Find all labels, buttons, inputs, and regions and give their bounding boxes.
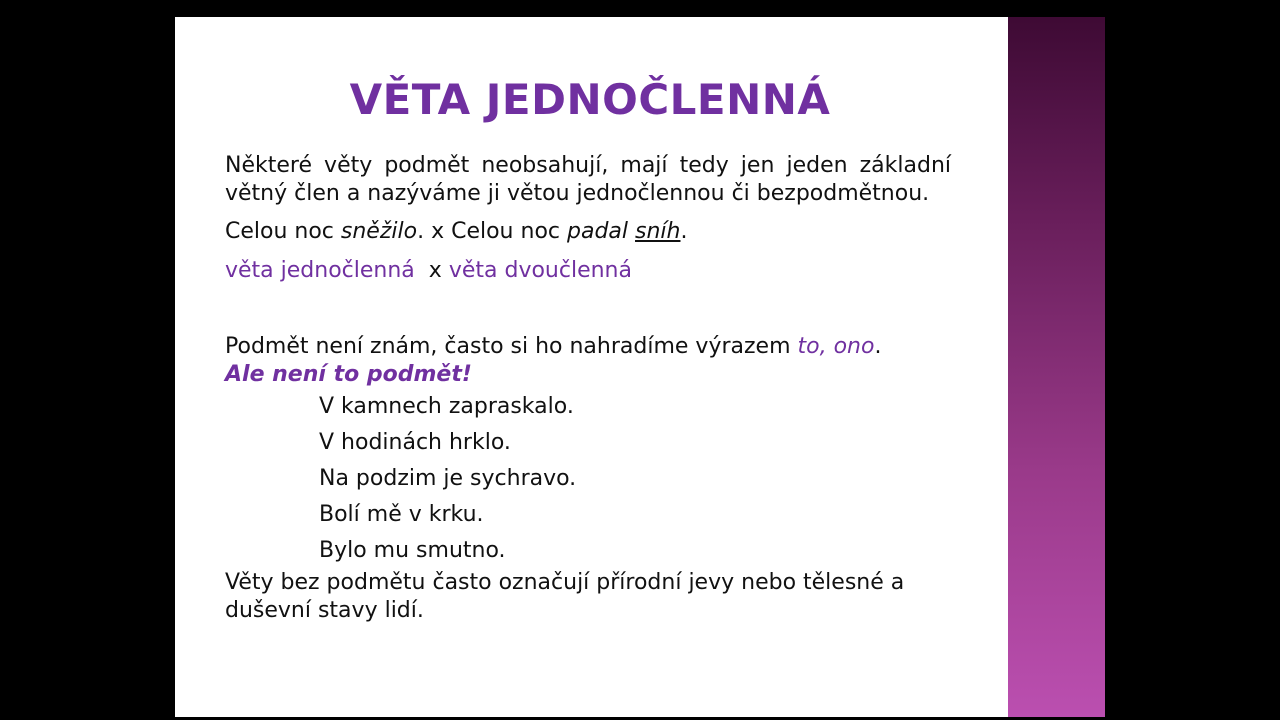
list-item: V hodinách hrklo.: [319, 430, 511, 455]
type-separator: x: [428, 258, 442, 283]
conclusion-paragraph: Věty bez podmětu často označují přírodní jevy nebo tělesné a duševní stavy lidí.: [225, 570, 905, 623]
example-part-3: . x Celou noc: [417, 219, 567, 244]
list-item: Na podzim je sychravo.: [319, 466, 577, 491]
slide: [175, 17, 1105, 717]
subject-text: Podmět není znám, často si ho nahradíme výrazem: [225, 334, 798, 359]
subject-end: .: [874, 334, 882, 359]
slide-content: [225, 152, 951, 625]
example-part-1: Celou noc: [225, 219, 341, 244]
type-one-member: věta jednočlenná: [225, 258, 415, 283]
example-part-5: [628, 219, 635, 244]
list-item: Bolí mě v krku.: [319, 502, 484, 527]
subject-note: [225, 333, 951, 361]
example-verb-2: padal: [567, 219, 629, 244]
sentence-types: [225, 257, 951, 285]
decorative-side-band: [1008, 17, 1105, 717]
type-two-member: věta dvoučlenná: [448, 258, 632, 283]
slide-title: VĚTA JEDNOČLENNÁ: [349, 75, 831, 124]
intro-paragraph: Některé věty podmět neobsahují, mají tedy jen jeden základní větný člen a nazýváme ji větou jednočlennou či bezpodmětnou.: [225, 153, 951, 206]
example-part-7: .: [680, 219, 688, 244]
subject-highlight: to, ono: [797, 334, 875, 359]
list-item: V kamnech zapraskalo.: [319, 394, 574, 419]
list-item: Bylo mu smutno.: [319, 538, 506, 563]
example-verb-1: sněžilo: [340, 219, 418, 244]
examples-list: [225, 389, 951, 569]
example-subject: sníh: [635, 219, 681, 244]
example-sentence: [225, 218, 951, 246]
subject-warning: Ale není to podmět!: [225, 362, 472, 387]
